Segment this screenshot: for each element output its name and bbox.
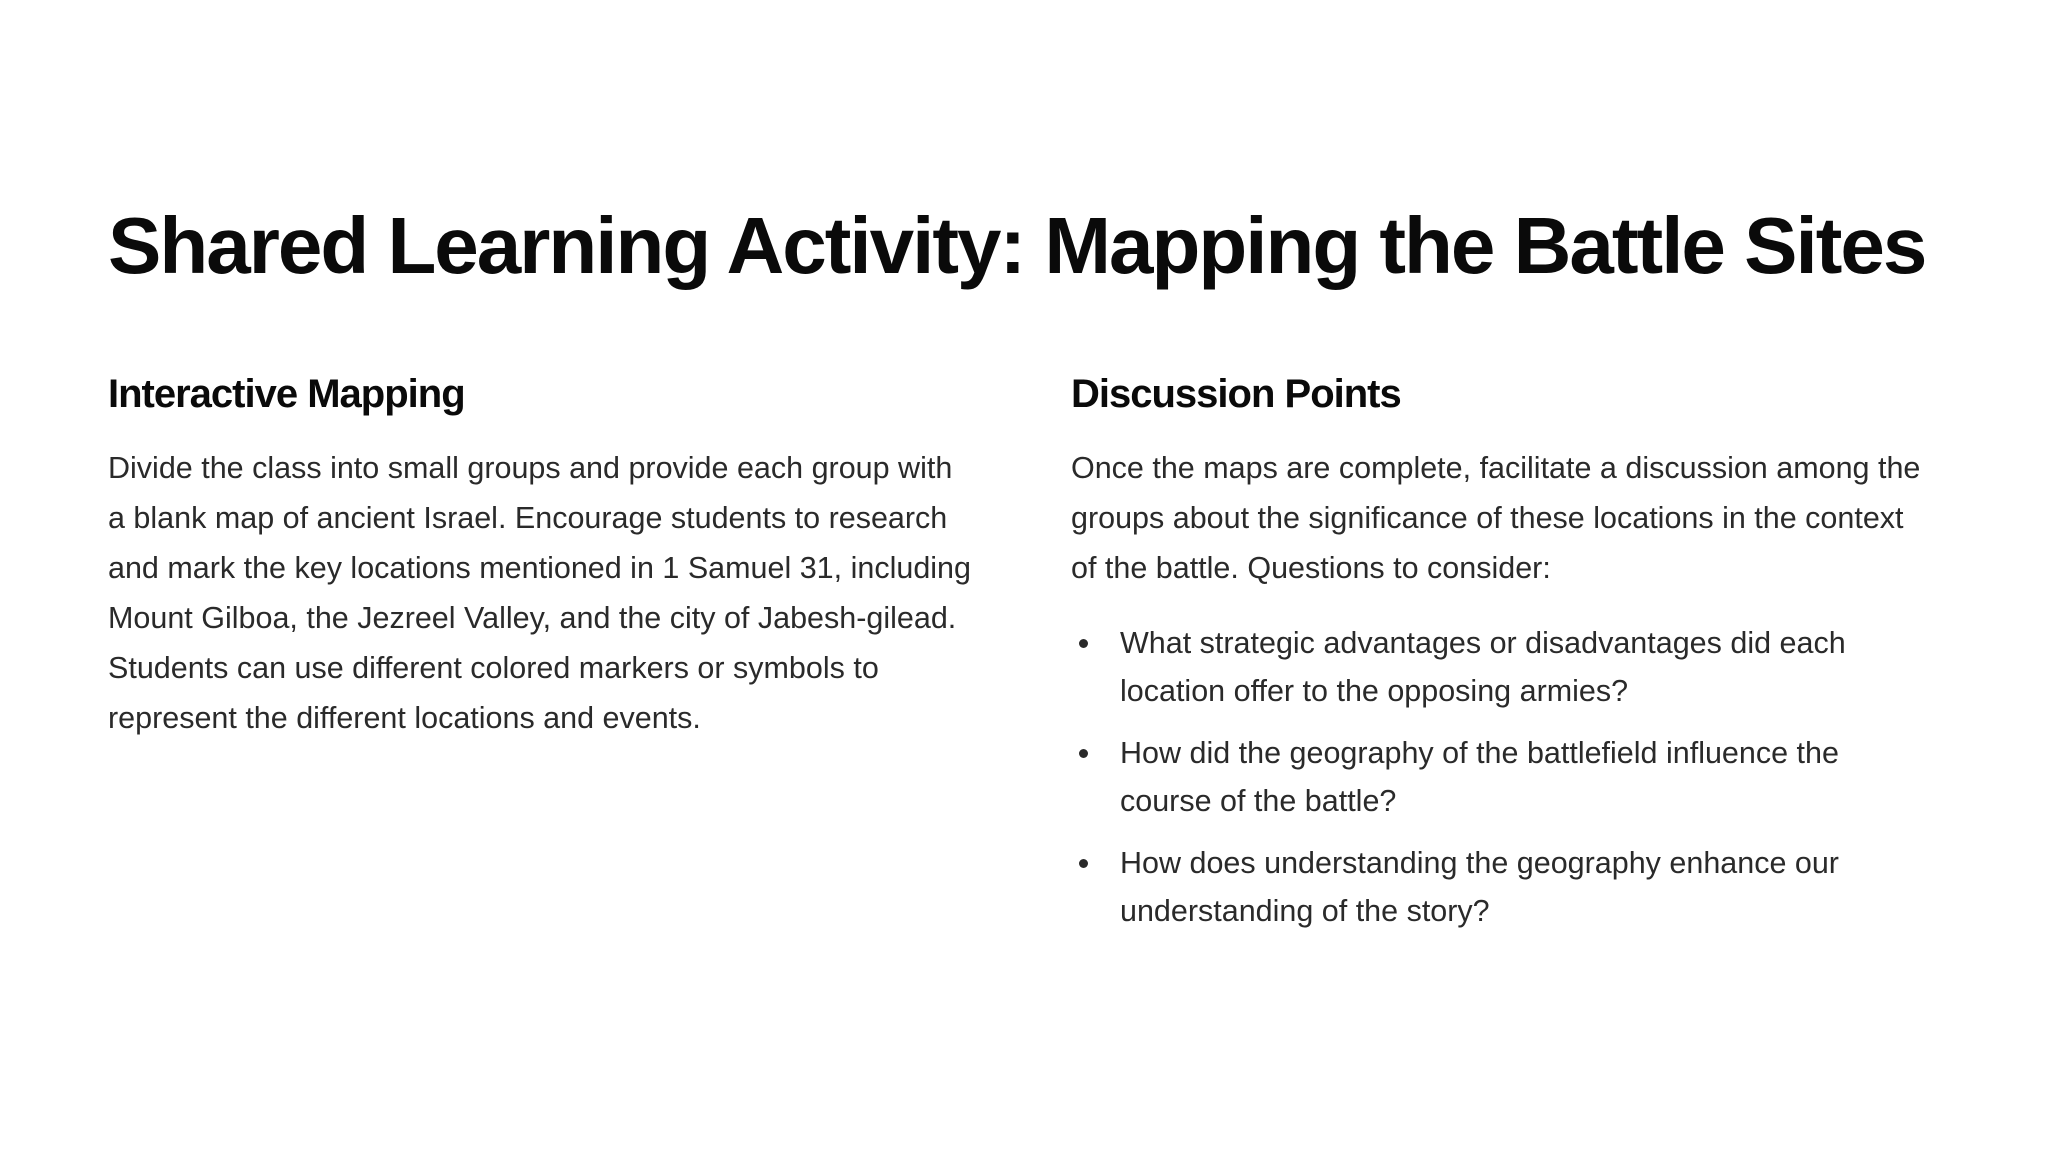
body-line: a blank map of ancient Israel. Encourage students to research: [108, 501, 948, 535]
interactive-mapping-heading: Interactive Mapping: [108, 372, 465, 416]
list-item-line: What strategic advantages or disadvantages did each: [1120, 626, 1846, 660]
body-line: Divide the class into small groups and provide each group with: [108, 451, 953, 485]
body-line: Students can use different colored markers or symbols to: [108, 651, 879, 685]
bullet-icon: [1079, 639, 1088, 648]
list-item: [1071, 729, 1971, 825]
discussion-questions-list: [1071, 619, 1971, 935]
slide-title: Shared Learning Activity: Mapping the Battle Sites: [108, 201, 1926, 290]
body-line: represent the different locations and events.: [108, 701, 701, 735]
list-item-line: location offer to the opposing armies?: [1120, 674, 1629, 708]
intro-line: groups about the significance of these locations in the context: [1071, 501, 1904, 535]
list-item-line: course of the battle?: [1120, 784, 1397, 818]
discussion-points-section: [1071, 372, 1971, 949]
list-item: [1071, 619, 1971, 715]
intro-line: of the battle. Questions to consider:: [1071, 551, 1551, 585]
discussion-intro: [1071, 443, 1971, 593]
bullet-icon: [1079, 859, 1088, 868]
bullet-icon: [1079, 749, 1088, 758]
discussion-points-heading: Discussion Points: [1071, 372, 1401, 416]
list-item-line: How did the geography of the battlefield influence the: [1120, 736, 1839, 770]
body-line: Mount Gilboa, the Jezreel Valley, and the city of Jabesh-gilead.: [108, 601, 957, 635]
interactive-mapping-section: [108, 372, 1008, 743]
list-item-line: understanding of the story?: [1120, 894, 1490, 928]
list-item-line: How does understanding the geography enhance our: [1120, 846, 1839, 880]
list-item: [1071, 839, 1971, 935]
intro-line: Once the maps are complete, facilitate a discussion among the: [1071, 451, 1921, 485]
interactive-mapping-body: [108, 443, 1008, 743]
body-line: and mark the key locations mentioned in 1 Samuel 31, including: [108, 551, 971, 585]
